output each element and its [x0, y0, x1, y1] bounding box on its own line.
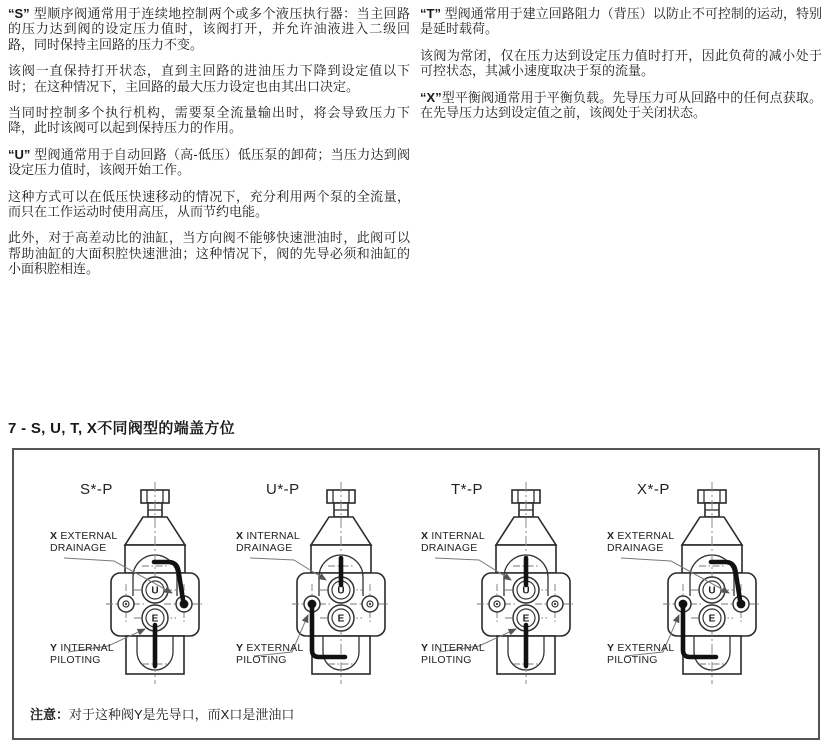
- valve-figure: [12, 448, 820, 740]
- valve-schematic-icon: [248, 478, 434, 710]
- svg-text:U: U: [522, 585, 530, 597]
- valve-schematic-icon: [62, 478, 248, 710]
- valve-variant-label: S*-P: [80, 481, 113, 498]
- paragraph-s-1: “S” 型顺序阀通常用于连续地控制两个或多个液压执行器：当主回路的压力达到阀的设定压力值时，该阀打开，并允许油液进入二级回路，同时保持主回路的压力不变。: [8, 6, 410, 52]
- paragraph-s-3: 当同时控制多个执行机构，需要泵全流量输出时，将会导致压力下降，此时该阀可以起到保持压力的作用。: [8, 105, 410, 136]
- x-port-label: X EXTERNAL DRAINAGE: [50, 530, 118, 554]
- intro-text: [8, 6, 824, 288]
- valve-variant-label: T*-P: [451, 481, 483, 498]
- valve-schematic-icon: [619, 478, 805, 710]
- paragraph-u-1: “U” 型阀通常用于自动回路（高-低压）低压泵的卸荷；当压力达到阀设定压力值时，该阀开始工作。: [8, 146, 410, 178]
- valve-diagram-u: [236, 478, 434, 710]
- figure-note: 注意：对于这种阀Y是先导口，而X口是泄油口: [30, 707, 295, 722]
- section-heading: 7 - S, U, T, X不同阀型的端盖方位: [8, 420, 235, 437]
- x-port-label: X EXTERNAL DRAINAGE: [607, 530, 675, 554]
- y-port-label: Y EXTERNAL PILOTING: [236, 642, 304, 666]
- paragraph-t-2: 该阀为常闭，仅在压力达到设定压力值时打开，因此负荷的减小处于可控状态，其减小速度取决于泵的流量。: [420, 47, 822, 79]
- valve-diagram-t: [421, 478, 619, 710]
- svg-text:E: E: [151, 613, 159, 625]
- left-column: [8, 6, 410, 288]
- valve-schematic-icon: [433, 478, 619, 710]
- y-port-label: Y EXTERNAL PILOTING: [607, 642, 675, 666]
- paragraph-s-2: 该阀一直保持打开状态，直到主回路的进油压力下降到设定值以下时；在这种情况下，主回路的最大压力设定也由其出口决定。: [8, 63, 410, 94]
- paragraph-u-2: 这种方式可以在低压快速移动的情况下，充分利用两个泵的全流量，而只在工作运动时使用高压，从而节约电能。: [8, 188, 410, 220]
- valve-variant-label: X*-P: [637, 481, 670, 498]
- svg-text:E: E: [337, 613, 345, 625]
- x-port-label: X INTERNAL DRAINAGE: [421, 530, 485, 554]
- valve-variant-label: U*-P: [266, 481, 300, 498]
- right-column: [420, 6, 822, 288]
- y-port-label: Y INTERNAL PILOTING: [50, 642, 114, 666]
- x-port-label: X INTERNAL DRAINAGE: [236, 530, 300, 554]
- paragraph-u-3: 此外，对于高差动比的油缸，当方向阀不能够快速泄油时，此阀可以帮助油缸的大面积腔快速泄油；这种情况下，阀的先导必须和油缸的小面积腔相连。: [8, 230, 410, 277]
- svg-text:U: U: [337, 585, 345, 597]
- svg-text:E: E: [522, 613, 530, 625]
- y-port-label: Y INTERNAL PILOTING: [421, 642, 485, 666]
- svg-text:E: E: [708, 613, 716, 625]
- valve-diagram-x: [607, 478, 805, 710]
- paragraph-t-1: “T” 型阀通常用于建立回路阻力（背压）以防止不可控制的运动，特别是延时载荷。: [420, 6, 822, 37]
- svg-text:U: U: [151, 585, 159, 597]
- paragraph-x-1: “X”型平衡阀通常用于平衡负载。先导压力可从回路中的任何点获取。在先导压力达到设定值之前，该阀处于关闭状态。: [420, 89, 822, 121]
- valve-diagram-s: [50, 478, 248, 710]
- svg-text:U: U: [708, 585, 716, 597]
